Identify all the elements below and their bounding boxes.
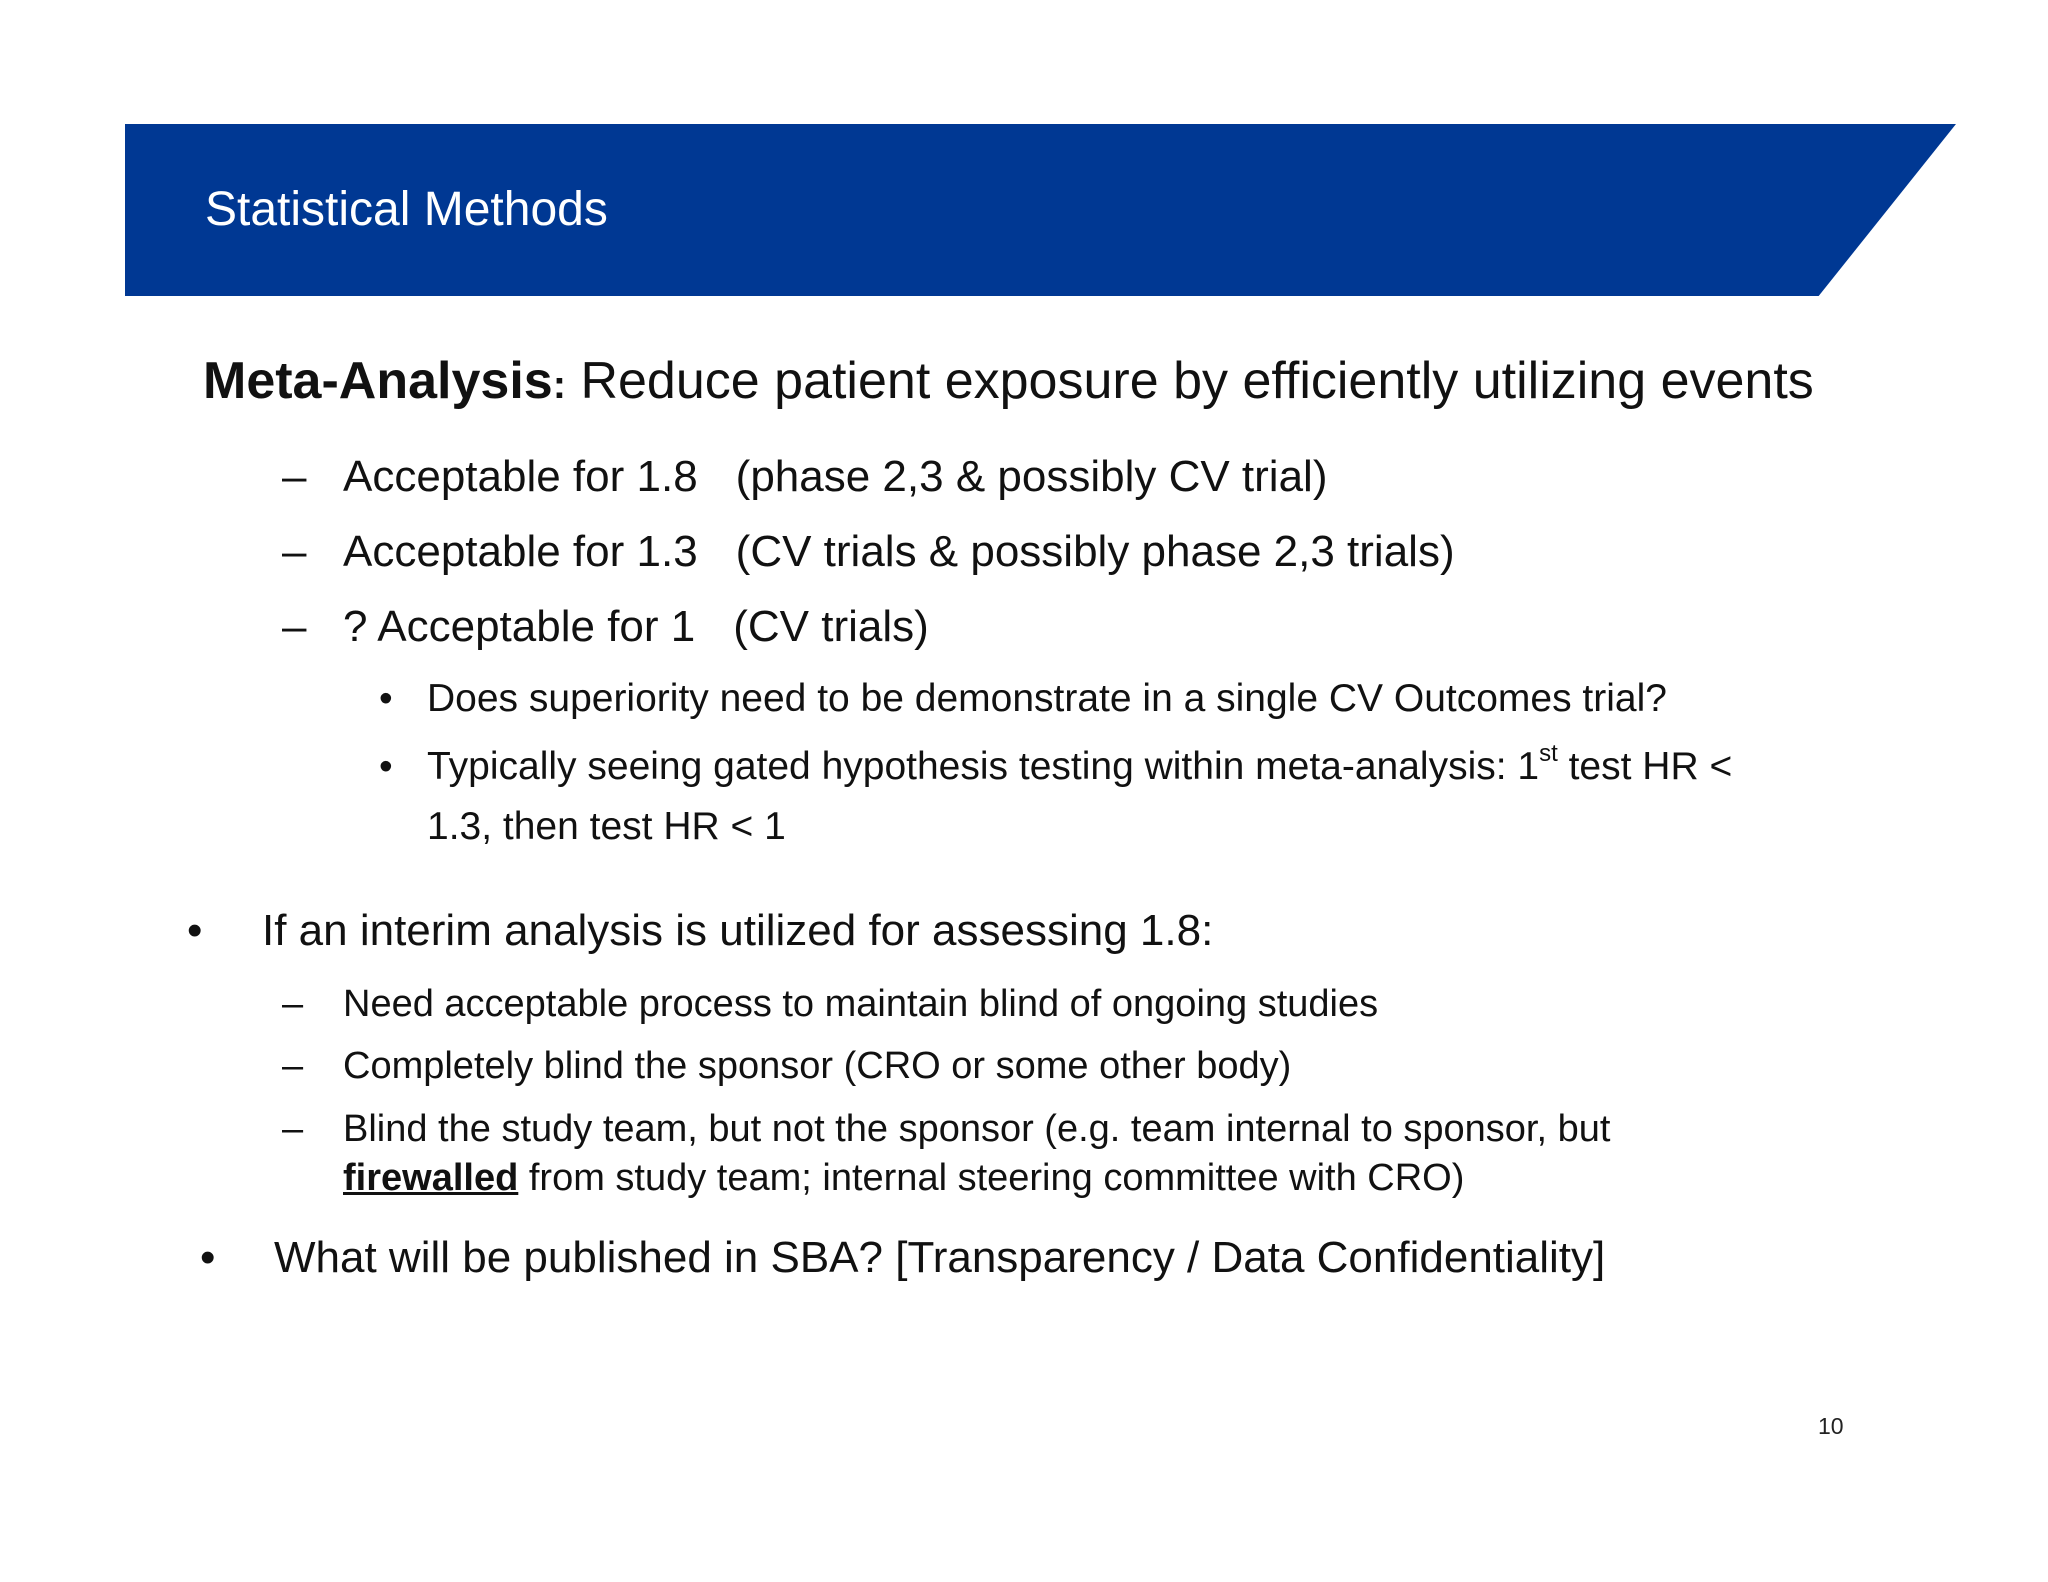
slide-title: Statistical Methods xyxy=(205,183,608,236)
list-item-continuation xyxy=(343,1154,1464,1202)
item-label: ? Acceptable for 1 xyxy=(343,602,696,651)
heading-colon: : xyxy=(552,363,567,407)
dash-marker: – xyxy=(282,452,307,501)
item-detail: (CV trials) xyxy=(733,602,929,651)
list-item-rest: from study team; internal steering committee with CRO) xyxy=(518,1157,1465,1199)
sub-bullet xyxy=(427,742,1732,792)
list-item: Blind the study team, but not the sponsor (e.g. team internal to sponsor, but xyxy=(343,1108,1611,1150)
bullet-marker: • xyxy=(200,1233,216,1282)
sub-bullet-text: Typically seeing gated hypothesis testing within meta-analysis: 1 xyxy=(427,745,1540,788)
dash-marker: – xyxy=(282,983,304,1025)
bullet-marker: • xyxy=(187,906,203,955)
item-detail: (phase 2,3 & possibly CV trial) xyxy=(735,452,1328,501)
item-label: Acceptable for 1.3 xyxy=(343,527,698,576)
list-item: Need acceptable process to maintain blind of ongoing studies xyxy=(343,983,1379,1025)
bullet-heading: If an interim analysis is utilized for assessing 1.8: xyxy=(262,906,1214,955)
dash-marker: – xyxy=(282,602,307,651)
emphasis-word: firewalled xyxy=(343,1157,519,1199)
sub-bullet: Does superiority need to be demonstrate in a single CV Outcomes trial? xyxy=(427,677,1667,720)
item-detail: (CV trials & possibly phase 2,3 trials) xyxy=(735,527,1455,576)
sub-bullet-text-end: test HR < xyxy=(1557,745,1733,788)
list-item xyxy=(343,450,1327,504)
page-number: 10 xyxy=(1818,1413,1844,1439)
section-heading xyxy=(203,348,1814,418)
bullet-marker: • xyxy=(379,677,393,720)
heading-rest: Reduce patient exposure by efficiently utilizing events xyxy=(566,352,1814,410)
item-label: Acceptable for 1.8 xyxy=(343,452,698,501)
final-bullet: What will be published in SBA? [Transparency / Data Confidentiality] xyxy=(274,1233,1606,1282)
dash-marker: – xyxy=(282,1108,304,1150)
sub-bullet-continuation: 1.3, then test HR < 1 xyxy=(427,805,786,848)
list-item xyxy=(343,600,929,654)
list-item xyxy=(343,525,1455,579)
dash-marker: – xyxy=(282,527,307,576)
bullet-marker: • xyxy=(379,745,393,788)
dash-marker: – xyxy=(282,1045,304,1087)
superscript: st xyxy=(1539,740,1558,767)
heading-lead: Meta-Analysis xyxy=(203,352,553,410)
list-item: Completely blind the sponsor (CRO or some other body) xyxy=(343,1045,1292,1087)
